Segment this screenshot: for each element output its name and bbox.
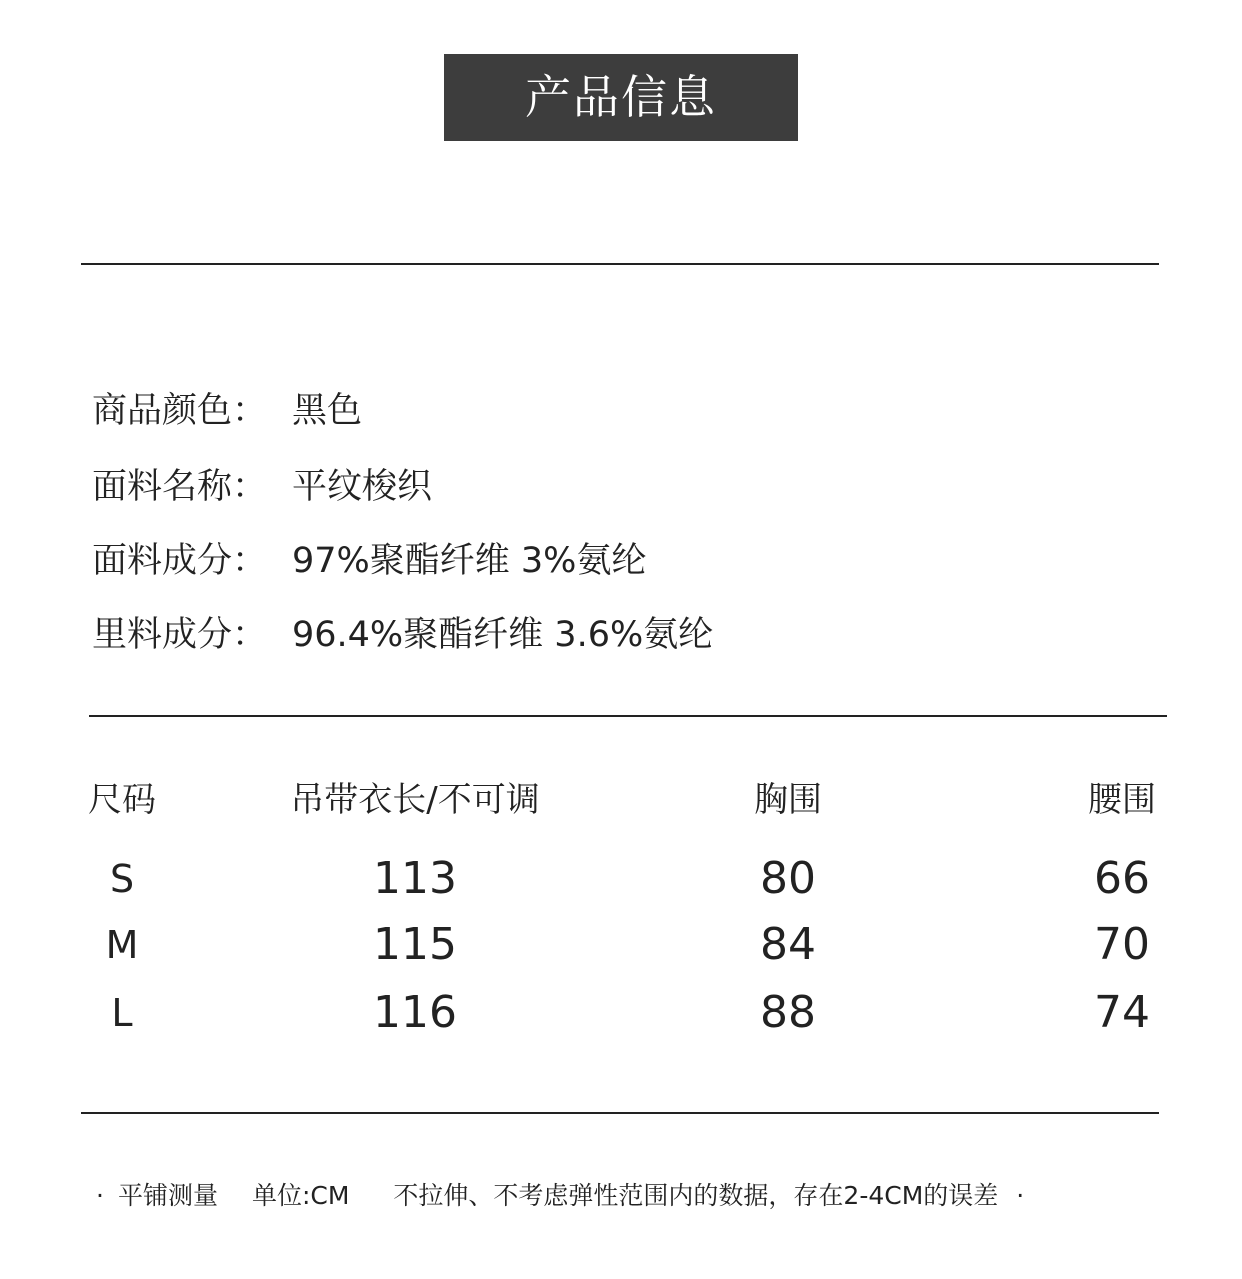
- info-label: 面料成分：: [92, 541, 268, 581]
- info-value: 平纹梭织: [292, 467, 433, 507]
- info-label: 面料名称：: [92, 467, 268, 507]
- info-label: 商品颜色：: [92, 391, 268, 431]
- divider-middle: [89, 715, 1167, 717]
- info-value: 96.4%聚酯纤维 3.6%氨纶: [292, 615, 714, 655]
- info-row-lining-composition: [92, 610, 713, 660]
- cell-length: 116: [373, 987, 457, 1038]
- cell-chest: 80: [760, 853, 816, 904]
- cell-chest: 84: [760, 919, 816, 970]
- table-row: [0, 849, 1242, 909]
- info-label: 里料成分：: [92, 615, 268, 655]
- footnote-note: 不拉伸、不考虑弹性范围内的数据，存在2-4CM的误差: [393, 1181, 999, 1210]
- table-row: [0, 915, 1242, 975]
- cell-size: M: [105, 923, 139, 967]
- cell-chest: 88: [760, 987, 816, 1038]
- cell-length: 113: [373, 853, 457, 904]
- cell-waist: 66: [1094, 853, 1150, 904]
- measurement-footnote: [96, 1176, 1156, 1216]
- info-row-fabric-name: [92, 462, 432, 512]
- cell-length: 115: [373, 919, 457, 970]
- size-table-header: [0, 775, 1242, 825]
- header-length: 吊带衣长/不可调: [290, 780, 540, 820]
- header-size: 尺码: [88, 780, 156, 820]
- info-row-fabric-composition: [92, 536, 646, 586]
- info-value: 97%聚酯纤维 3%氨纶: [292, 541, 647, 581]
- table-row: [0, 983, 1242, 1043]
- header-chest: 胸围: [754, 780, 822, 820]
- divider-bottom: [81, 1112, 1159, 1114]
- cell-waist: 74: [1094, 987, 1150, 1038]
- info-row-color: [92, 386, 362, 436]
- page-title: 产品信息: [444, 54, 798, 141]
- footnote-dot: ·: [1016, 1181, 1025, 1210]
- divider-top: [81, 263, 1159, 265]
- cell-size: S: [109, 857, 135, 901]
- footnote-unit: 单位:CM: [251, 1181, 350, 1210]
- info-value: 黑色: [292, 391, 363, 431]
- header-waist: 腰围: [1088, 780, 1156, 820]
- footnote-method: 平铺测量: [117, 1181, 218, 1210]
- footnote-dot: ·: [96, 1181, 104, 1210]
- cell-size: L: [111, 991, 133, 1035]
- cell-waist: 70: [1094, 919, 1150, 970]
